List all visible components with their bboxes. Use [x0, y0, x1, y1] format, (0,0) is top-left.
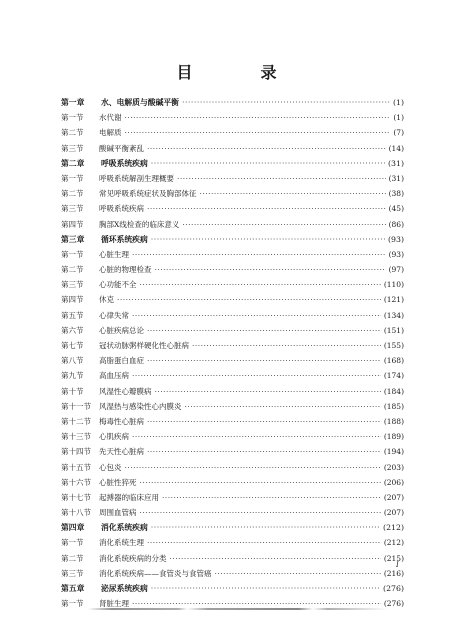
toc-chapter-row [61, 97, 404, 112]
dot-leader [151, 523, 380, 532]
page-ref: (207) [383, 508, 404, 518]
section-label: 第一节 [61, 113, 84, 123]
toc-section-row [61, 370, 404, 385]
chapter-title: 循环系统疾病 [101, 234, 148, 244]
toc-section-row [61, 264, 404, 279]
toc-section-row [61, 598, 404, 613]
section-title: 心律失常 [99, 310, 129, 320]
section-title: 心肌疾病 [99, 432, 129, 442]
section-label: 第一节 [61, 249, 84, 259]
page-ref: (212) [383, 538, 404, 548]
toc-chapter-row [61, 522, 404, 537]
dot-leader [177, 174, 386, 183]
section-title: 周围血管病 [99, 508, 137, 518]
toc-section-row [61, 279, 404, 294]
section-title: 心脏疾病总论 [99, 325, 144, 335]
page-ref: (155) [383, 341, 404, 350]
dot-leader [132, 599, 381, 608]
chapter-title: 水、电解质与酸碱平衡 [101, 98, 179, 107]
section-label: 第十六节 [61, 477, 91, 487]
section-title: 酸碱平衡紊乱 [99, 143, 144, 153]
toc-section-row [61, 188, 404, 203]
toc-section-row [61, 553, 404, 568]
dot-leader [147, 447, 381, 456]
section-title: 冠状动脉粥样硬化性心脏病 [99, 341, 189, 350]
section-label: 第四节 [61, 295, 84, 305]
dot-leader [147, 538, 381, 547]
section-title: 心脏性猝死 [99, 477, 137, 487]
section-label: 第十二节 [61, 416, 91, 426]
section-title: 心功能不全 [99, 280, 137, 290]
dot-leader [140, 280, 381, 289]
section-title: 心脏生理 [99, 249, 129, 259]
section-label: 第十三节 [61, 432, 91, 442]
scan-artifact-line [88, 608, 388, 610]
dot-leader [182, 220, 385, 229]
chapter-label: 第二章 [61, 158, 85, 168]
section-label: 第二节 [61, 265, 84, 275]
page-ref: (110) [383, 280, 404, 290]
section-title: 起搏器的临床应用 [99, 492, 159, 502]
chapter-label: 第一章 [61, 98, 85, 107]
section-label: 第十五节 [61, 462, 91, 472]
toc-section-row [61, 431, 404, 446]
dot-leader [182, 98, 390, 107]
section-label: 第十七节 [61, 492, 91, 502]
toc-section-row [61, 310, 404, 325]
dot-leader [140, 508, 381, 517]
toc-section-row [61, 112, 404, 127]
dot-leader [170, 554, 381, 563]
section-label: 第三节 [61, 143, 84, 153]
dot-leader [215, 569, 381, 578]
page-ref: (215) [383, 553, 404, 563]
dot-leader [125, 113, 391, 122]
section-title: 常见呼吸系统症状及胸部体征 [99, 189, 197, 199]
toc-section-row [61, 143, 404, 158]
page-ref: (93) [388, 249, 404, 259]
page-ref: (38) [388, 189, 404, 199]
page-ref: (121) [383, 295, 404, 305]
chapter-label: 第四章 [61, 523, 85, 533]
toc-section-row [61, 355, 404, 370]
page-ref: (276) [383, 599, 404, 609]
page-ref: (31) [388, 173, 404, 183]
toc-chapter-row [61, 158, 404, 173]
page-ref: (184) [383, 386, 404, 396]
section-title: 电解质 [99, 128, 122, 138]
chapter-title: 呼吸系统疾病 [101, 158, 148, 168]
section-title: 肾脏生理 [99, 599, 129, 609]
section-label: 第三节 [61, 280, 84, 290]
toc-section-row [61, 249, 404, 264]
dot-leader [185, 402, 381, 411]
page-ref: (97) [388, 265, 404, 275]
section-label: 第二节 [61, 553, 84, 563]
toc-section-row [61, 325, 404, 340]
dot-leader [147, 144, 386, 153]
section-title: 消化系统疾病——食管炎与食管癌 [99, 568, 212, 578]
section-label: 第三节 [61, 568, 84, 578]
section-label: 第一节 [61, 173, 84, 183]
dot-leader [162, 493, 381, 502]
page-ref: (86) [388, 219, 404, 229]
section-title: 消化系统生理 [99, 538, 144, 548]
section-label: 第十八节 [61, 508, 91, 518]
toc-section-row [61, 537, 404, 552]
section-label: 第十节 [61, 386, 84, 396]
toc-section-row [61, 477, 404, 492]
dot-leader [132, 311, 381, 320]
section-title: 呼吸系统解剖生理概要 [99, 173, 174, 183]
section-title: 休克 [99, 295, 114, 305]
section-title: 水代谢 [99, 113, 122, 123]
toc-section-row [61, 294, 404, 309]
toc-section-row [61, 219, 404, 234]
page-ref: (14) [388, 143, 404, 153]
toc-section-row [61, 492, 404, 507]
page-ref: (203) [383, 462, 404, 472]
page-ref: (1) [392, 98, 404, 107]
page-ref: (151) [383, 325, 404, 335]
dot-leader [192, 341, 381, 350]
section-label: 第三节 [61, 204, 84, 214]
dot-leader [147, 204, 386, 213]
dot-leader [132, 250, 386, 259]
section-label: 第一节 [61, 599, 84, 609]
section-title: 消化系统疾病的分类 [99, 553, 167, 563]
page-ref: (185) [383, 401, 404, 411]
toc-section-row [61, 203, 404, 218]
chapter-title: 消化系统疾病 [101, 523, 148, 533]
page-ref: (134) [383, 310, 404, 320]
dot-leader [132, 432, 381, 441]
dot-leader [151, 235, 385, 244]
section-label: 第六节 [61, 325, 84, 335]
section-label: 第九节 [61, 371, 84, 381]
section-title: 高血压病 [99, 371, 129, 381]
section-title: 心脏的物理检查 [99, 265, 152, 275]
dot-leader [140, 478, 381, 487]
dot-leader [147, 417, 381, 426]
section-title: 呼吸系统疾病 [99, 204, 144, 214]
toc-section-row [61, 462, 404, 477]
toc-section-row [61, 173, 404, 188]
toc-section-row [61, 127, 404, 142]
toc-chapter-row [61, 583, 404, 598]
table-of-contents [61, 97, 404, 613]
dot-leader [200, 189, 386, 198]
section-label: 第四节 [61, 219, 84, 229]
chapter-title: 泌尿系统疾病 [101, 584, 148, 593]
chapter-label: 第三章 [61, 234, 85, 244]
dot-leader [132, 371, 381, 380]
dot-leader [147, 326, 381, 335]
page-ref: (7) [393, 128, 404, 138]
section-title: 风湿热与感染性心内膜炎 [99, 401, 182, 411]
section-label: 第八节 [61, 356, 84, 366]
dot-leader [155, 265, 386, 274]
page-ref: (206) [383, 477, 404, 487]
toc-chapter-row [61, 234, 404, 249]
section-title: 心包炎 [99, 462, 122, 472]
page-number: I [396, 561, 399, 569]
toc-section-row [61, 568, 404, 583]
section-title: 风湿性心瓣膜病 [99, 386, 152, 396]
toc-section-row [61, 401, 404, 416]
dot-leader [151, 159, 385, 168]
dot-leader [117, 295, 381, 304]
page-ref: (194) [383, 447, 404, 457]
page-ref: (1) [393, 113, 404, 123]
toc-section-row [61, 340, 404, 355]
section-title: 高脂蛋白血症 [99, 356, 144, 366]
dot-leader [151, 584, 380, 593]
page-ref: (45) [388, 204, 404, 214]
section-label: 第二节 [61, 128, 84, 138]
dot-leader [147, 356, 381, 365]
section-title: 先天性心脏病 [99, 447, 144, 457]
section-label: 第七节 [61, 341, 84, 350]
page-ref: (93) [387, 234, 404, 244]
dot-leader [125, 463, 381, 472]
section-title: 梅毒性心脏病 [99, 416, 144, 426]
page-ref: (216) [383, 568, 404, 578]
toc-section-row [61, 507, 404, 522]
toc-section-row [61, 446, 404, 461]
page-title: 目 录 [176, 63, 303, 82]
section-label: 第十四节 [61, 447, 91, 457]
section-title: 胸部X线检查的临床意义 [99, 219, 180, 229]
toc-section-row [61, 416, 404, 431]
page-ref: (207) [383, 492, 404, 502]
page-ref: (174) [383, 371, 404, 381]
section-label: 第二节 [61, 189, 84, 199]
page-ref: (276) [383, 584, 404, 593]
page-ref: (31) [387, 158, 404, 168]
dot-leader [125, 128, 391, 137]
dot-leader [155, 387, 381, 396]
page-ref: (168) [383, 356, 404, 366]
page-ref: (189) [383, 432, 404, 442]
page-ref: (212) [383, 523, 404, 533]
section-label: 第十一节 [61, 401, 91, 411]
section-label: 第一节 [61, 538, 84, 548]
chapter-label: 第五章 [61, 584, 85, 593]
page-ref: (188) [383, 416, 404, 426]
toc-section-row [61, 386, 404, 401]
section-label: 第五节 [61, 310, 84, 320]
